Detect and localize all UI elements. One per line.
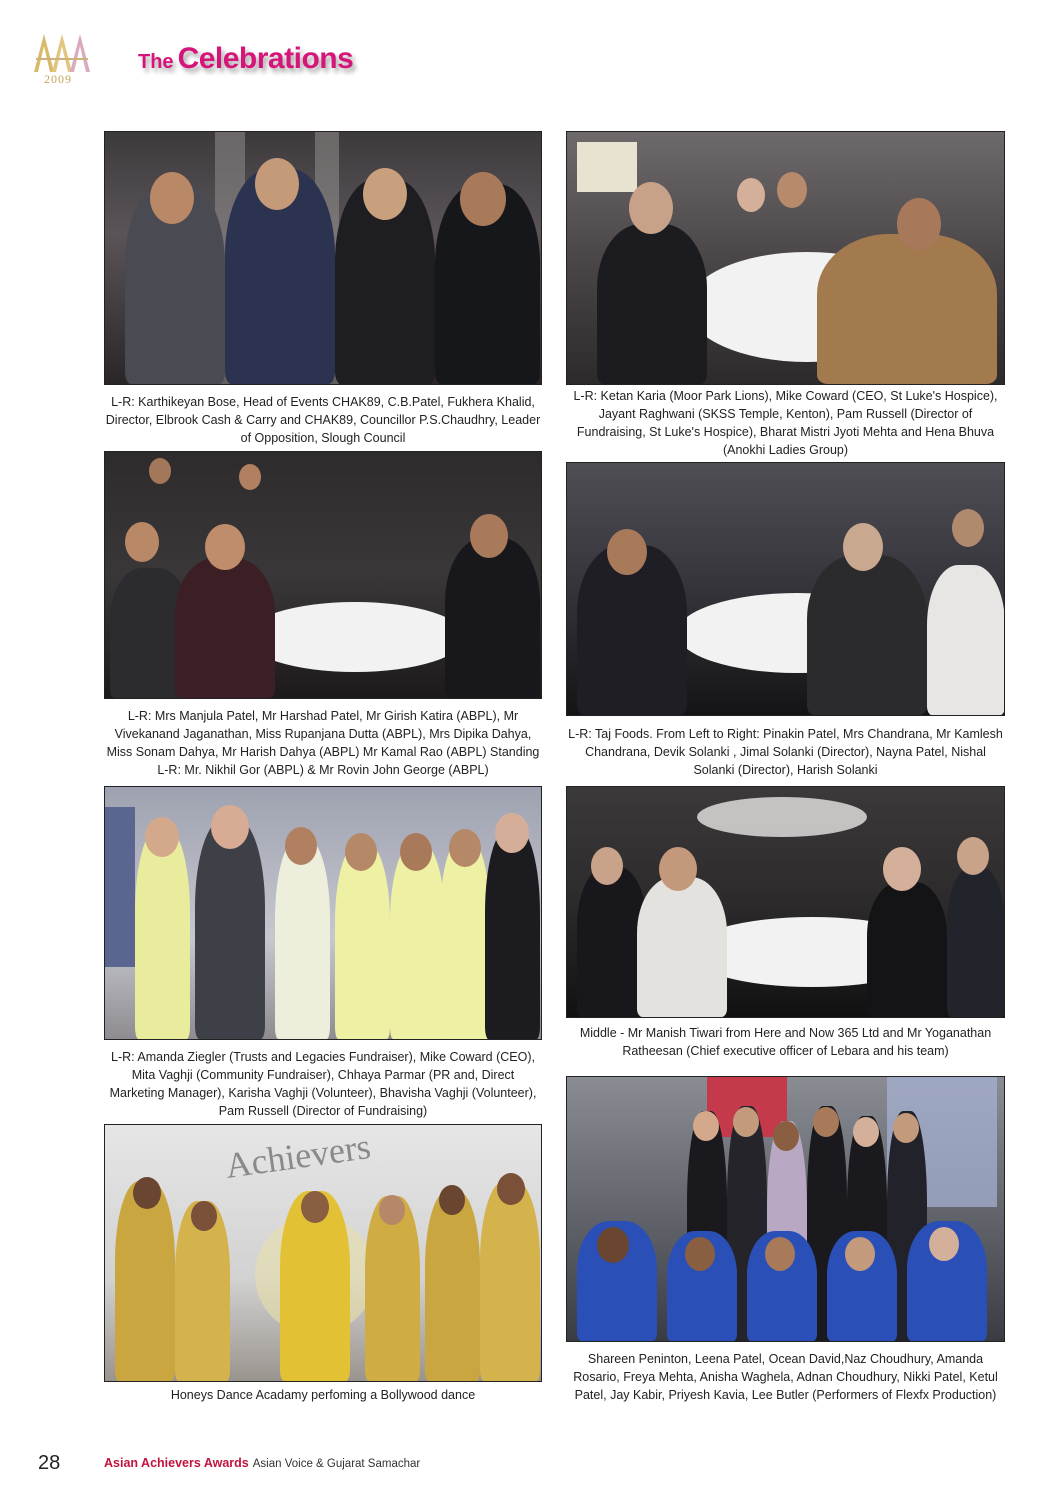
photo-caption: L-R: Mrs Manjula Patel, Mr Harshad Patel, Mr Girish Katira (ABPL), Mr Vivekanand Jaganathan, Miss Rupanjana Dutta (ABPL), Mrs Dipika Dahya, Miss Sonam Dahya, Mr Harish Dahya (ABPL) Mr Kamal Rao (ABPL) Standing L-R: Mr. Nikhil Gor (ABPL) & Mr Rovin John George (ABPL) [106, 709, 540, 777]
title-main: Celebrations [177, 42, 354, 75]
logo-year: 2009 [44, 72, 72, 86]
photo-caption: L-R: Amanda Ziegler (Trusts and Legacies Fundraiser), Mike Coward (CEO), Mita Vaghji (Community Fundraiser), Chhaya Parmar (PR and, Direct Marketing Manager), Karisha Vaghji (Volunteer), Bhavisha Vaghji (Volunteer), Pam Russell (Director of Fundraising) [109, 1050, 537, 1118]
footer-brand: Asian Achievers Awards [104, 1456, 249, 1470]
photo-table-guests [566, 131, 1005, 385]
photo-caption: L-R: Taj Foods. From Left to Right: Pinakin Patel, Mrs Chandrana, Mr Kamlesh Chandrana, Devik Solanki , Jimal Solanki (Director), Nayna Patel, Nishal Solanki (Director), Harish Solanki [568, 727, 1003, 777]
photo-caption: Honeys Dance Acadamy perfoming a Bollywood dance [170, 1388, 476, 1402]
photo-caption: L-R: Karthikeyan Bose, Head of Events CHAK89, C.B.Patel, Fukhera Khalid, Director, Elbrook Cash & Carry and CHAK89, Councillor P.S.Chaudhry, Leader of Opposition, Slough Council [105, 395, 541, 445]
page-title [138, 42, 353, 86]
photo-bollywood-dance [104, 1124, 542, 1382]
footer-publication [104, 1456, 420, 1470]
photo-flexfx-performers [566, 1076, 1005, 1342]
photo-abpl-table [104, 451, 542, 699]
footer-publication-name: Asian Voice & Gujarat Samachar [252, 1458, 421, 1470]
photo-lebara-table [566, 786, 1005, 1018]
photo-handshake [104, 131, 542, 385]
photo-caption: Middle - Mr Manish Tiwari from Here and Now 365 Ltd and Mr Yoganathan Ratheesan (Chief executive officer of Lebara and his team) [579, 1026, 992, 1058]
triple-a-logo-icon [30, 30, 100, 74]
page-number: 28 [38, 1452, 61, 1474]
title-the: The [138, 51, 174, 73]
banner-text: Achievers [222, 1126, 374, 1186]
photo-caption: Shareen Peninton, Leena Patel, Ocean David,Naz Choudhury, Amanda Rosario, Freya Mehta, Anisha Waghela, Adnan Choudhury, Nikki Patel, Ketul Patel, Jay Kabir, Priyesh Kavia, Lee Butler (Performers of Flexfx Production) [573, 1352, 998, 1402]
photo-taj-foods-table [566, 462, 1005, 716]
photo-caption: L-R: Ketan Karia (Moor Park Lions), Mike Coward (CEO, St Luke's Hospice), Jayant Raghwani (SKSS Temple, Kenton), Pam Russell (Director of Fundraising, St Luke's Hospice), Bharat Mistri Jyoti Mehta and Hena Bhuva (Anokhi Ladies Group) [573, 389, 998, 457]
photo-st-lukes-group [104, 786, 542, 1040]
awards-logo [30, 30, 100, 86]
